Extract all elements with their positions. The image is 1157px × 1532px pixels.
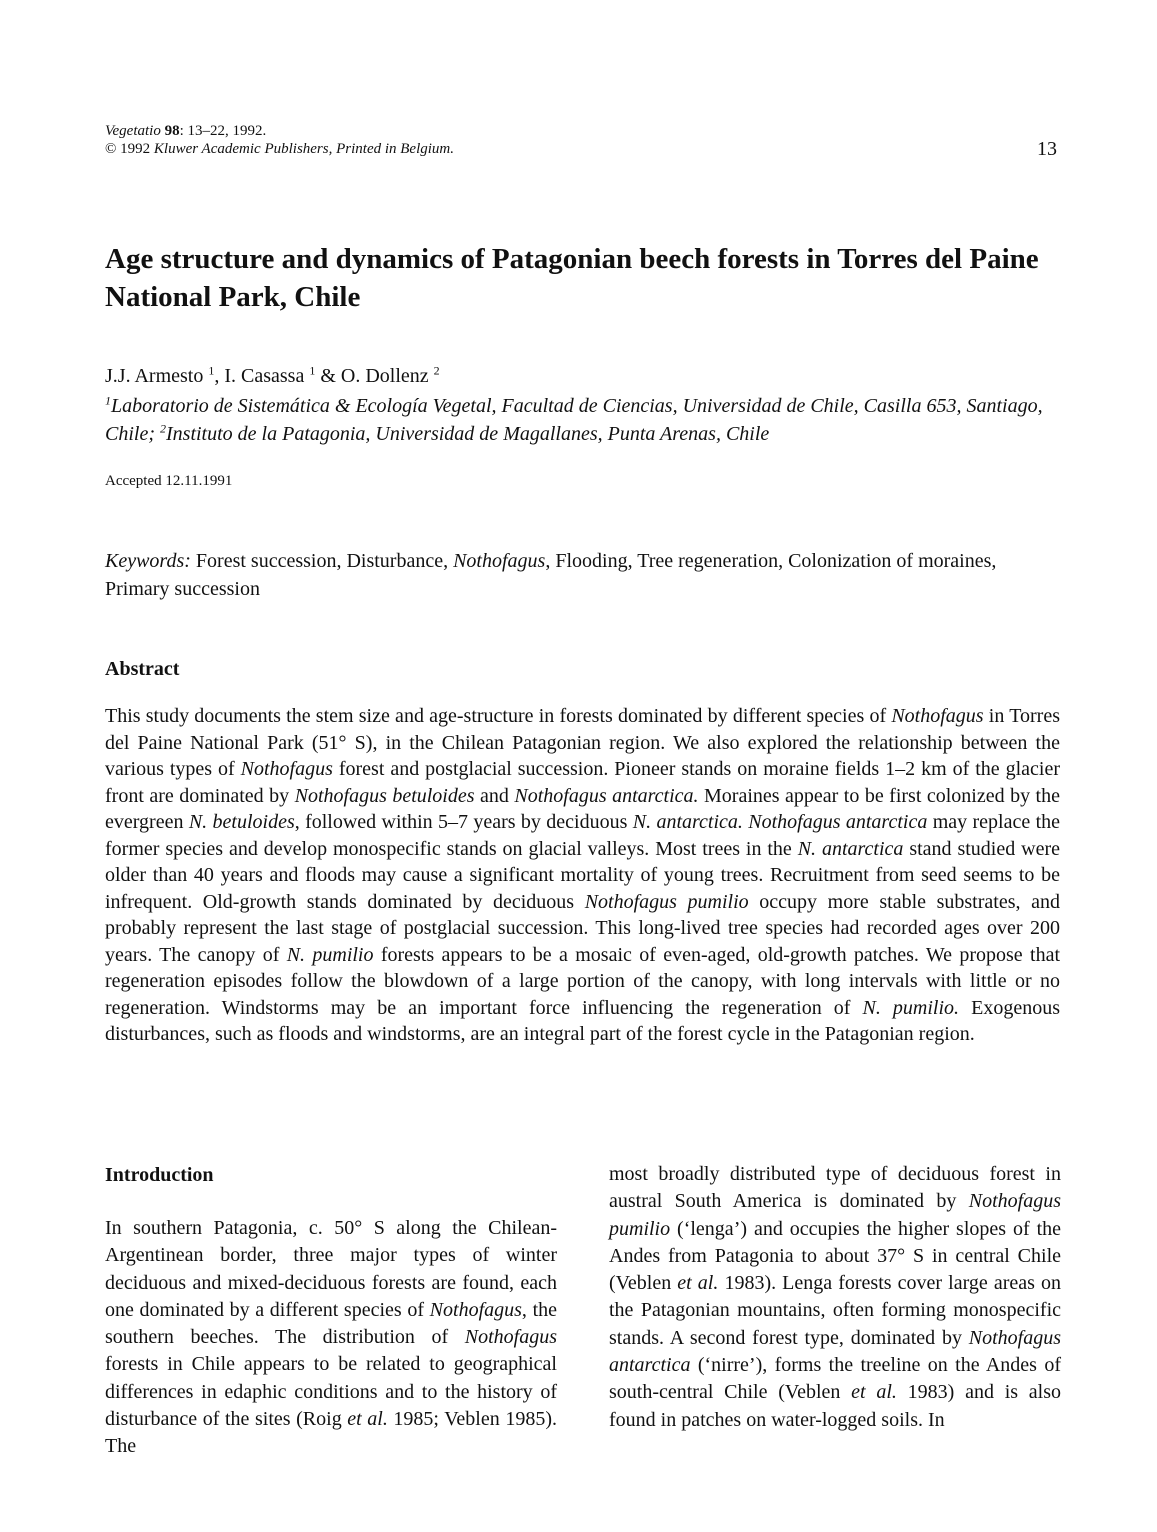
italic-run: Nothofagus antarctica. (514, 784, 699, 807)
text-run: most broadly distributed type of deciduous forest in austral South America is dominated by (609, 1163, 1061, 1213)
abstract-text (105, 703, 1060, 1048)
journal-citation (105, 122, 454, 158)
affiliation-1: Laboratorio de Sistemática & Ecología Vegetal, Facultad de Ciencias, Universidad de Chile, Casilla 653, Santiago, Chile; (105, 395, 1043, 445)
introduction-heading: Introduction (105, 1164, 214, 1186)
text-run: , the southern beeches. The distribution of (105, 1298, 558, 1349)
text-run: in Torres del Paine National Park (51° S), in the Chilean Patagonian region. We also explored the relationship between the various types of (105, 705, 1060, 780)
page-number: 13 (1037, 138, 1057, 160)
paper-title: Age structure and dynamics of Patagonian beech forests in Torres del Paine National Park, Chile (105, 243, 1039, 313)
italic-run: N. pumilio. (862, 996, 960, 1019)
abstract-heading: Abstract (105, 658, 180, 680)
text-run: , followed within 5–7 years by deciduous (294, 811, 633, 833)
italic-run: N. betuloides (188, 811, 295, 833)
italic-run: N. antarctica (797, 837, 904, 860)
affiliations (105, 392, 1065, 448)
text-run: 1983) and is also found in patches on water-logged soils. In (609, 1381, 1061, 1431)
keywords-text: Forest succession, Disturbance, (190, 550, 454, 572)
italic-run: Nothofagus antarctica (609, 1326, 1061, 1377)
accepted-date: Accepted 12.11.1991 (105, 473, 233, 489)
text-run: This study documents the stem size and age-structure in forests dominated by different species of (105, 705, 892, 727)
author-affil-marker: 1 (309, 363, 316, 378)
journal-name: Vegetatio (105, 123, 161, 139)
text-run: Exogenous disturbances, such as floods and windstorms, are an integral part of the forest cycle in the Patagonian region. (105, 996, 1060, 1045)
text-run: In southern Patagonia, c. 50° S along the Chilean-Argentinean border, three major types of winter deciduous and mixed-deciduous forests are found, each one dominated by a different species of (105, 1217, 557, 1321)
author-name: O. Dollenz (340, 365, 429, 387)
italic-run: N. antarctica. Nothofagus antarctica (632, 811, 928, 833)
italic-run: Nothofagus (464, 1326, 557, 1349)
introduction-left-column (105, 1215, 557, 1461)
text-run: may replace the former species and develop monospecific stands on glacial valleys. Most trees in the (105, 811, 1061, 860)
italic-run: Nothofagus betuloides (294, 784, 475, 807)
journal-pages: : 13–22, 1992. (179, 123, 267, 139)
citation-line (105, 122, 454, 140)
keywords-text: , Flooding, Tree regeneration, Colonization of moraines, Primary succession (105, 550, 997, 600)
italic-run: Nothofagus (429, 1298, 522, 1321)
author-list (105, 364, 440, 388)
italic-run: Nothofagus (240, 758, 333, 780)
text-run: 1983). Lenga forests cover large areas on the Patagonian mountains, often forming monospecific stands. A second forest type, dominated by (609, 1272, 1061, 1349)
italic-run: et al. (677, 1272, 719, 1295)
affiliation-2: Instituto de la Patagonia, Universidad de Magallanes, Punta Arenas, Chile (166, 423, 770, 445)
text-run: stand studied were older than 40 years and floods may cause a significant mortality of young trees. Recruitment from seed seems to be infrequent. Old-growth stands dominated by deciduous (105, 837, 1060, 913)
text-run: forests appears to be a mosaic of even-aged, old-growth patches. We propose that regeneration episodes follow the blowdown of a large portion of the canopy, with long intervals with little or no regeneration. Windstorms may be an important force influencing the regeneration of (105, 943, 1061, 1019)
author-separator: & (315, 365, 341, 387)
copyright-year: © 1992 (105, 141, 151, 157)
italic-run: N. pumilio (286, 943, 374, 966)
author-affil-marker: 1 (208, 363, 215, 378)
publisher: Kluwer Academic Publishers, Printed in Belgium. (153, 141, 455, 157)
italic-run: et al. (347, 1408, 388, 1431)
author-name: I. Casassa (224, 365, 305, 387)
introduction-right-column (609, 1161, 1061, 1434)
italic-run: Nothofagus (891, 705, 984, 727)
author-affil-marker: 2 (433, 363, 440, 378)
text-run: (‘lenga’) and occupies the higher slopes of the Andes from Patagonia to about 37° S in central Chile (Veblen (609, 1217, 1061, 1295)
text-run: occupy more stable substrates, and probably represent the last stage of postglacial succession. This long-lived tree species had recorded ages over 200 years. The canopy of (105, 890, 1060, 966)
text-run: forest and postglacial succession. Pioneer stands on moraine fields 1–2 km of the glacier front are dominated by (105, 758, 1060, 807)
italic-run: Nothofagus pumilio (584, 890, 749, 913)
keywords-italic: Nothofagus (453, 550, 546, 572)
keywords (105, 547, 1065, 603)
keywords-label: Keywords: (105, 550, 191, 572)
text-run: Moraines appear to be first colonized by the evergreen (105, 784, 1060, 833)
affil-marker: 2 (160, 421, 166, 436)
italic-run: et al. (851, 1381, 897, 1404)
copyright-line (105, 140, 454, 158)
author-name: J.J. Armesto (105, 365, 204, 387)
journal-volume: 98 (164, 123, 180, 139)
text-run: and (474, 784, 515, 807)
author-separator: , (214, 365, 225, 387)
text-run: (‘nirre’), forms the treeline on the Andes of south-central Chile (Veblen (609, 1354, 1061, 1404)
text-run: 1985; Veblen 1985). The (105, 1408, 557, 1458)
text-run: forests in Chile appears to be related to geographical differences in edaphic conditions and to the history of disturbance of the sites (Roig (105, 1353, 557, 1431)
affil-marker: 1 (105, 393, 111, 408)
italic-run: Nothofagus pumilio (609, 1190, 1061, 1240)
